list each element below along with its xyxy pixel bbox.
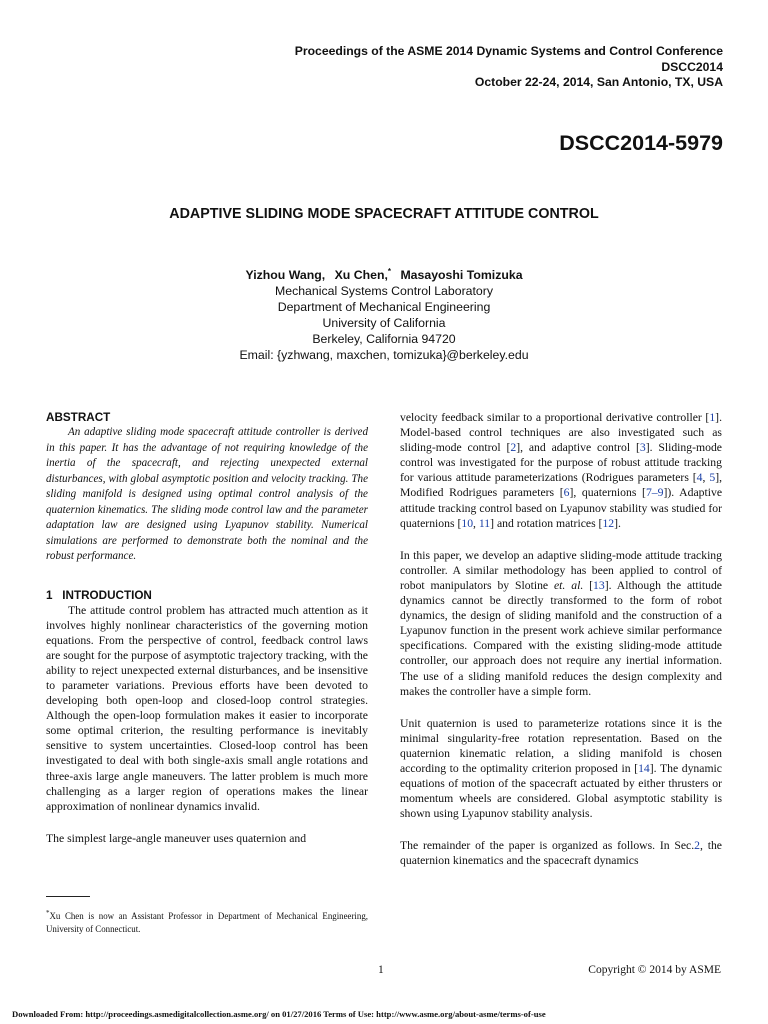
author-name: Xu Chen,* [334,267,392,283]
body-paragraph: velocity feedback similar to a proportional derivative controller [1]. Model-based control techniques are also investigated such as sliding-mode control [2], and adaptive control [3]. Sliding-mode control was investigated for the purpose of robust attitude tracking for various attitude parameterizations (Rodrigues parameters [4, 5], Modified Rodrigues parameters [6], quaternions [7–9]). Adaptive attitude tracking control based on Lyapunov stability was studied for quaternions [10, 11] and rotation matrices [12]. [400,411,723,530]
citation-link[interactable]: 12 [602,516,615,530]
citation-link[interactable]: 11 [478,516,491,530]
affiliation-lab: Mechanical Systems Control Laboratory [274,284,494,299]
right-column [400,410,722,869]
author-name: Masayoshi Tomizuka [400,268,523,283]
citation-link[interactable]: 5 [709,471,716,485]
body-paragraph: Unit quaternion is used to parameterize rotations since it is the minimal singularity-free rotation representation. Based on the quaternion kinematic relation, a sliding manifold is chosen according to the optimality criterion proposed in [14]. The dynamic equations of motion of the spacecraft actuated by either thrusters or momentum wheels are considered. Global asymptotic stability is shown using Lyapunov stability analysis. [400,716,722,821]
author-names [0,264,768,283]
section-heading-introduction [46,588,368,603]
body-paragraph: The remainder of the paper is organized as follows. In Sec.2, the quaternion kinematics and the spacecraft dynamics [400,839,722,868]
conference-header [295,44,723,91]
download-notice: Downloaded From: http://proceedings.asmedigitalcollection.asme.org/ on 01/27/2016 Terms of Use: http://www.asme.org/about-asme/terms-of-use [12,1009,546,1019]
abstract-text: An adaptive sliding mode spacecraft attitude controller is derived in this paper. It has the advantage of not requiring knowledge of the inertia of the spacecraft, and rejecting unexpected external disturbances, with global asymptotic position and velocity tracking. The sliding manifold is designed using optimal control analysis of the quaternion kinematics. The sliding mode control law and the parameter adaptation law are designed using Lyapunov stability. Numerical simulations are performed to demonstrate both the nominal and the robust performance. [46,426,368,562]
conference-dates-location: October 22-24, 2014, San Antonio, TX, USA [474,75,723,89]
citation-link[interactable]: 10 [461,516,474,530]
footnote-divider [46,896,90,897]
body-paragraph: In this paper, we develop an adaptive sliding-mode attitude tracking controller. A similar methodology has been applied to control of robot manipulators by Slotine et. al. [13]. Although the attitude dynamics cannot be directly transformed to the form of robot dynamics, the design of sliding manifold and the construction of a Lyapunov function in the present work achieve similar performance specifications. Compared with the existing sliding-mode attitude controller, our approach does not require any inertial information. The use of a sliding manifold reduces the design complexity and makes the controller have a simple form. [400,548,722,698]
conference-code: DSCC2014 [661,59,723,74]
author-block [0,264,768,363]
footnote [46,907,368,936]
author-footnote-mark: * [387,267,392,276]
citation-link[interactable]: 3 [639,441,646,455]
paper-title: ADAPTIVE SLIDING MODE SPACECRAFT ATTITUDE CONTROL [169,206,599,222]
citation-link[interactable]: 6 [563,486,570,500]
intro-paragraph: The attitude control problem has attracted much attention as it involves highly nonlinear characteristics of the governing motion equations. From the perspective of control, feedback control laws are sought for the purpose of asymptotic trajectory tracking, with the ability to reject unexpected external disturbances, and be insensitive to parameter variations. Previous efforts have been devoted to developing both open-loop and closed-loop control strategies. Although the open-loop formulation makes it easier to incorporate some optimal criterion, the resulting performance is inevitably sensitive to system uncertainties. Closed-loop control has been investigated to deal with both single-axis small angle rotations and three-axis large angle maneuvers. The latter problem is much more challenging as a larger region of operations makes the linear approximation of nonlinear dynamics invalid. [46,603,368,813]
citation-link[interactable]: 13 [593,578,605,592]
paper-id: DSCC2014-5979 [559,131,723,155]
affiliation-department: Department of Mechanical Engineering [277,300,491,315]
abstract-heading: ABSTRACT [46,411,111,424]
footnote-text: Xu Chen is now an Assistant Professor in Department of Mechanical Engineering, University of Connecticut. [46,910,368,934]
footnote-mark: * [46,909,50,917]
section-number: 1 [46,588,53,602]
author-name: Yizhou Wang, [245,268,326,283]
affiliation-university: University of California [322,316,446,331]
affiliation-address: Berkeley, California 94720 [312,332,456,347]
left-column [46,410,368,846]
copyright-notice: Copyright © 2014 by ASME [588,964,721,976]
citation-link[interactable]: 7–9 [645,486,664,500]
intro-paragraph: The simplest large-angle maneuver uses quaternion and [46,831,307,845]
citation-link[interactable]: 14 [638,761,650,775]
section-link[interactable]: 2 [694,839,701,853]
section-title: INTRODUCTION [62,588,152,602]
citation-link[interactable]: 2 [510,441,517,455]
conference-name: Proceedings of the ASME 2014 Dynamic Systems and Control Conference [294,44,723,58]
citation-link[interactable]: 4 [696,471,703,485]
citation-link[interactable]: 1 [709,411,716,424]
page-number: 1 [378,964,384,976]
author-email[interactable]: Email: {yzhwang, maxchen, tomizuka}@berkeley.edu [239,348,529,363]
